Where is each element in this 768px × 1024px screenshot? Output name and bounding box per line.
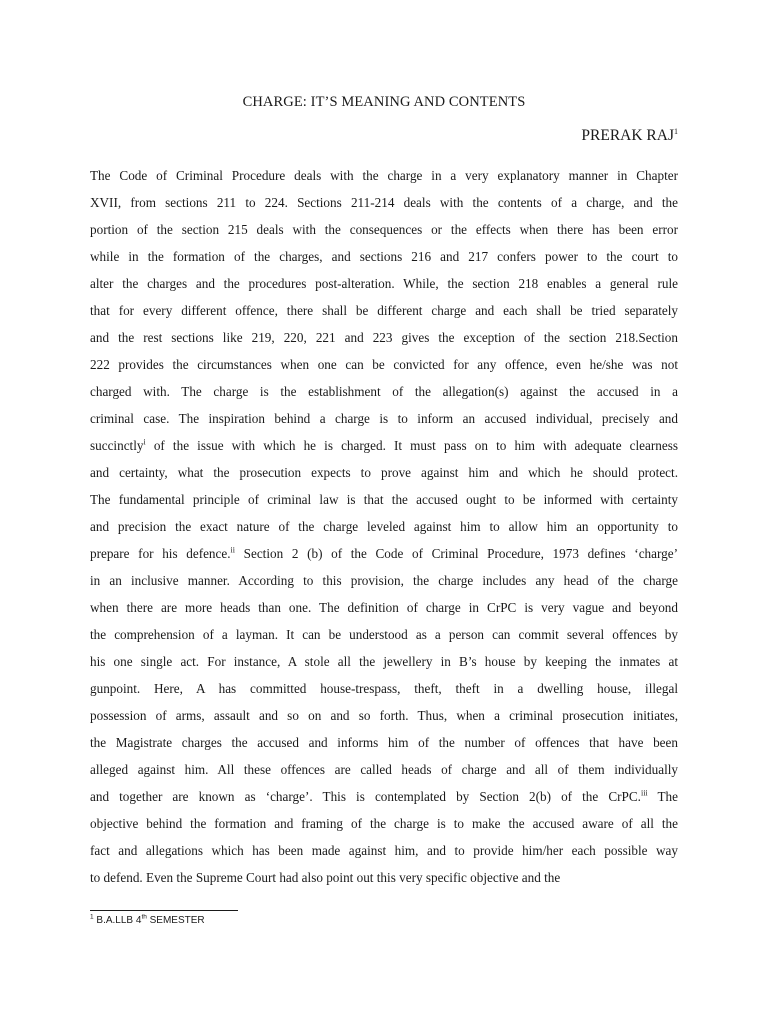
author-footnote-ref: 1 xyxy=(674,126,678,136)
document-title: CHARGE: IT’S MEANING AND CONTENTS xyxy=(242,94,526,110)
author-name: PRERAK RAJ xyxy=(581,127,674,144)
endnote-ref: iii xyxy=(640,788,648,798)
body-line-text: of the issue with which he is charged. It must pass on to him with adequate clearness xyxy=(145,438,678,453)
endnote-ref: ii xyxy=(230,545,235,555)
body-line: criminal case. The inspiration behind a charge is to inform an accused individual, precisely and xyxy=(90,411,678,426)
body-line: The Code of Criminal Procedure deals with the charge in a very explanatory manner in Chapter xyxy=(90,168,678,183)
body-line xyxy=(90,540,678,567)
body-line: XVII, from sections 211 to 224. Sections 211-214 deals with the contents of a charge, and the xyxy=(90,195,678,210)
body-line xyxy=(90,783,678,810)
footnote-text: B.A.LLB 4 xyxy=(93,915,142,926)
body-line: charged with. The charge is the establishment of the allegation(s) against the accused in a xyxy=(90,384,678,399)
footnote-divider xyxy=(90,910,238,911)
body-line: 222 provides the circumstances when one can be convicted for any offence, even he/she was not xyxy=(90,357,678,372)
body-line: possession of arms, assault and so on and so forth. Thus, when a criminal prosecution initiates, xyxy=(90,708,678,723)
footnote-ref: 1 xyxy=(90,913,94,921)
body-line: alleged against him. All these offences are called heads of charge and all of them individually xyxy=(90,762,678,777)
body-line-text: Section 2 (b) of the Code of Criminal Procedure, 1973 defines ‘charge’ xyxy=(234,546,678,561)
footnote xyxy=(90,915,205,926)
author-line xyxy=(581,127,678,145)
body-line-text: and together are known as ‘charge’. This is contemplated by Section 2(b) of the CrPC. xyxy=(90,789,641,804)
body-line: gunpoint. Here, A has committed house-trespass, theft, theft in a dwelling house, illegal xyxy=(90,681,678,696)
body-line: and the rest sections like 219, 220, 221 and 223 gives the exception of the section 218.Section xyxy=(90,330,678,345)
body-line: in an inclusive manner. According to this provision, the charge includes any head of the charge xyxy=(90,573,678,588)
body-line: and certainty, what the prosecution expects to prove against him and which he should protect. xyxy=(90,465,678,480)
body-line-text: The xyxy=(647,789,678,804)
body-line: objective behind the formation and framing of the charge is to make the accused aware of all the xyxy=(90,816,678,831)
footnote-text-end: SEMESTER xyxy=(146,915,205,926)
body-line-text: succinctly xyxy=(90,438,144,453)
body-line: to defend. Even the Supreme Court had also point out this very specific objective and the xyxy=(90,870,561,885)
body-line: while in the formation of the charges, and sections 216 and 217 confers power to the court to xyxy=(90,249,678,264)
body-line xyxy=(90,432,678,459)
body-line: his one single act. For instance, A stole all the jewellery in B’s house by keeping the inmates at xyxy=(90,654,678,669)
body-line: portion of the section 215 deals with the consequences or the effects when there has been error xyxy=(90,222,678,237)
endnote-ref: i xyxy=(143,437,146,447)
body-line: when there are more heads than one. The definition of charge in CrPC is very vague and beyond xyxy=(90,600,678,615)
footnote-ordinal: th xyxy=(141,913,147,921)
body-line-text: prepare for his defence. xyxy=(90,546,231,561)
body-line: alter the charges and the procedures post-alteration. While, the section 218 enables a general rule xyxy=(90,276,678,291)
body-text xyxy=(90,162,678,891)
body-line: that for every different offence, there shall be different charge and each shall be tried separately xyxy=(90,303,678,318)
body-line: fact and allegations which has been made against him, and to provide him/her each possible way xyxy=(90,843,678,858)
body-line: and precision the exact nature of the charge leveled against him to allow him an opportunity to xyxy=(90,519,678,534)
body-line: The fundamental principle of criminal law is that the accused ought to be informed with certainty xyxy=(90,492,678,507)
body-line: the comprehension of a layman. It can be understood as a person can commit several offences by xyxy=(90,627,678,642)
body-line: the Magistrate charges the accused and informs him of the number of offences that have been xyxy=(90,735,678,750)
